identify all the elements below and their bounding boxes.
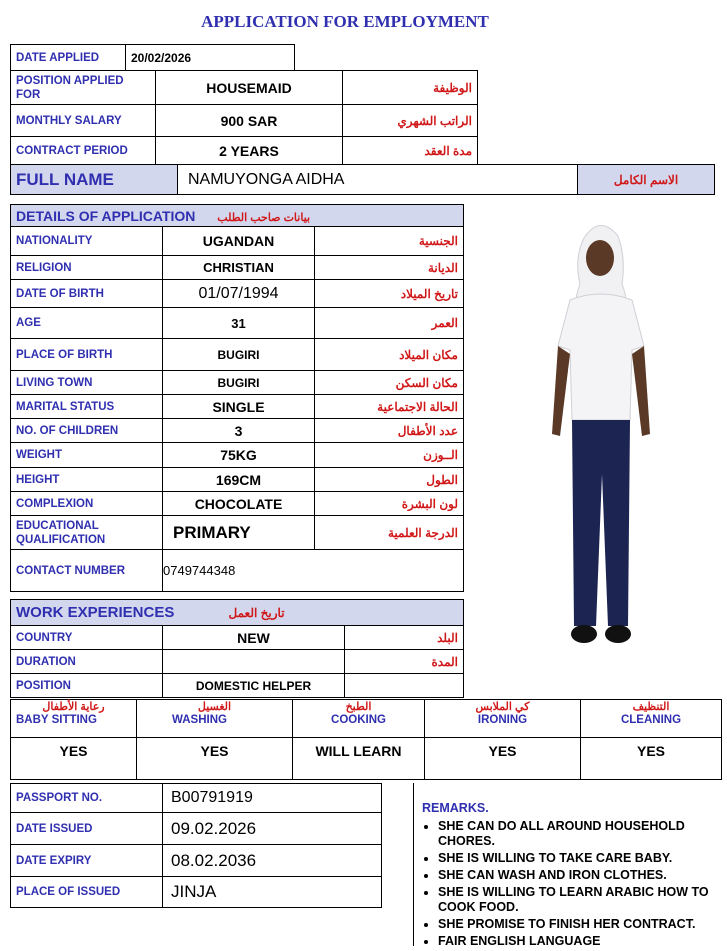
job-row	[11, 137, 478, 165]
passport-no-label: PASSPORT NO.	[11, 784, 163, 813]
table-row	[11, 308, 464, 339]
dob-label: DATE OF BIRTH	[11, 280, 163, 308]
list-item: • SHE IS WILLING TO LEARN ARABIC HOW TO COOK FOOD.	[438, 885, 723, 915]
country-arabic: البلد	[345, 626, 464, 650]
height-value: 169CM	[163, 468, 315, 492]
table-row	[11, 650, 464, 674]
height-arabic: الطول	[315, 468, 464, 492]
weight-label: WEIGHT	[11, 443, 163, 468]
job-row	[11, 71, 478, 105]
nationality-label: NATIONALITY	[11, 227, 163, 256]
pob-arabic: مكان الميلاد	[315, 339, 464, 371]
table-row	[11, 339, 464, 371]
religion-value: CHRISTIAN	[163, 256, 315, 280]
table-row	[11, 877, 382, 908]
skill-arabic: الطبخ	[345, 701, 372, 713]
full-name-label: FULL NAME	[11, 165, 178, 195]
skills-table	[10, 699, 722, 780]
table-row	[11, 813, 382, 845]
work-table	[10, 599, 464, 698]
skill-arabic: الغسيل	[197, 701, 232, 713]
nationality-arabic: الجنسية	[315, 227, 464, 256]
details-table	[10, 204, 464, 592]
skill-header-cooking	[293, 700, 425, 738]
marital-value: SINGLE	[163, 395, 315, 419]
remarks-box	[413, 783, 723, 946]
details-header-arabic: بيانات صاحب الطلب	[217, 211, 311, 224]
place-issued-value: JINJA	[163, 877, 382, 908]
skill-header-washing	[137, 700, 293, 738]
work-position-value: DOMESTIC HELPER	[163, 674, 345, 698]
duration-arabic: المدة	[345, 650, 464, 674]
list-item: • FAIR ENGLISH LANGUAGE	[438, 934, 723, 949]
table-row	[11, 395, 464, 419]
table-row	[11, 626, 464, 650]
education-label: EDUCATIONAL QUALIFICATION	[11, 516, 163, 550]
table-row	[11, 256, 464, 280]
religion-arabic: الديانة	[315, 256, 464, 280]
living-town-value: BUGIRI	[163, 371, 315, 395]
living-town-label: LIVING TOWN	[11, 371, 163, 395]
list-item: • SHE IS WILLING TO TAKE CARE BABY.	[438, 851, 723, 866]
passport-table	[10, 783, 382, 908]
pob-value: BUGIRI	[163, 339, 315, 371]
position-value: HOUSEMAID	[156, 71, 343, 105]
details-header-text: DETAILS OF APPLICATION	[16, 207, 196, 224]
religion-label: RELIGION	[11, 256, 163, 280]
children-value: 3	[163, 419, 315, 443]
skill-header-babysitting	[11, 700, 137, 738]
job-row	[11, 105, 478, 137]
skill-header-ironing	[425, 700, 581, 738]
nationality-value: UGANDAN	[163, 227, 315, 256]
living-town-arabic: مكان السكن	[315, 371, 464, 395]
skill-arabic: رعاية الأطفال	[42, 701, 105, 713]
salary-label: MONTHLY SALARY	[11, 105, 156, 137]
skills-header-row	[11, 700, 722, 738]
date-expiry-value: 08.02.2036	[163, 845, 382, 877]
contact-value: 0749744348	[163, 550, 464, 592]
marital-arabic: الحالة الاجتماعية	[315, 395, 464, 419]
work-position-label: POSITION	[11, 674, 163, 698]
work-position-arabic	[345, 674, 464, 698]
skills-value-row	[11, 738, 722, 780]
table-row	[11, 492, 464, 516]
work-header-text: WORK EXPERIENCES	[16, 604, 175, 621]
work-header-arabic: تاريخ العمل	[228, 606, 285, 620]
salary-arabic: الراتب الشهري	[343, 105, 478, 137]
age-value: 31	[163, 308, 315, 339]
table-row	[11, 516, 464, 550]
skill-header-cleaning	[581, 700, 722, 738]
position-arabic: الوظيفة	[343, 71, 478, 105]
table-row	[11, 419, 464, 443]
date-issued-label: DATE ISSUED	[11, 813, 163, 845]
date-issued-value: 09.02.2026	[163, 813, 382, 845]
contact-label: CONTACT NUMBER	[11, 550, 163, 592]
table-row	[11, 371, 464, 395]
date-applied-label: DATE APPLIED	[11, 45, 126, 71]
age-label: AGE	[11, 308, 163, 339]
date-applied-value: 20/02/2026	[126, 45, 295, 71]
table-row	[11, 468, 464, 492]
country-label: COUNTRY	[11, 626, 163, 650]
skill-value-ironing: YES	[425, 738, 581, 780]
dob-arabic: تاريخ الميلاد	[315, 280, 464, 308]
pob-label: PLACE OF BIRTH	[11, 339, 163, 371]
complexion-label: COMPLEXION	[11, 492, 163, 516]
weight-arabic: الــوزن	[315, 443, 464, 468]
contract-label: CONTRACT PERIOD	[11, 137, 156, 165]
children-arabic: عدد الأطفال	[315, 419, 464, 443]
age-arabic: العمر	[315, 308, 464, 339]
page-title: APPLICATION FOR EMPLOYMENT	[201, 12, 489, 31]
salary-value: 900 SAR	[156, 105, 343, 137]
date-applied-table	[10, 44, 295, 71]
weight-value: 75KG	[163, 443, 315, 468]
position-label: POSITION APPLIED FOR	[11, 71, 156, 105]
table-row	[11, 550, 464, 592]
height-label: HEIGHT	[11, 468, 163, 492]
complexion-value: CHOCOLATE	[163, 492, 315, 516]
skill-value-washing: YES	[137, 738, 293, 780]
skill-value-cleaning: YES	[581, 738, 722, 780]
list-item: • SHE CAN WASH AND IRON CLOTHES.	[438, 868, 723, 883]
skill-label: COOKING	[331, 714, 386, 726]
skill-value-babysitting: YES	[11, 738, 137, 780]
passport-no-value: B00791919	[163, 784, 382, 813]
applicant-photo	[540, 214, 660, 650]
skill-value-cooking: WILL LEARN	[293, 738, 425, 780]
duration-label: DURATION	[11, 650, 163, 674]
details-header	[11, 205, 464, 227]
table-row	[11, 784, 382, 813]
table-row	[11, 443, 464, 468]
marital-label: MARITAL STATUS	[11, 395, 163, 419]
list-item: • SHE PROMISE TO FINISH HER CONTRACT.	[438, 917, 723, 932]
skill-label: CLEANING	[620, 714, 682, 726]
skill-arabic: التنظيف	[632, 701, 670, 713]
job-table	[10, 70, 478, 165]
skill-label: IRONING	[477, 714, 528, 726]
remarks-list	[422, 819, 723, 949]
table-row	[11, 674, 464, 698]
table-row	[11, 845, 382, 877]
education-arabic: الدرجة العلمية	[315, 516, 464, 550]
skill-label: BABY SITTING	[16, 714, 97, 726]
contract-arabic: مدة العقد	[343, 137, 478, 165]
complexion-arabic: لون البشرة	[315, 492, 464, 516]
list-item: • SHE CAN DO ALL AROUND HOUSEHOLD CHORES.	[438, 819, 723, 849]
country-value: NEW	[163, 626, 345, 650]
skill-label: WASHING	[172, 714, 227, 726]
date-expiry-label: DATE EXPIRY	[11, 845, 163, 877]
full-name-value: NAMUYONGA AIDHA	[178, 165, 578, 195]
table-row	[11, 280, 464, 308]
table-row	[11, 227, 464, 256]
contract-value: 2 YEARS	[156, 137, 343, 165]
duration-value	[163, 650, 345, 674]
work-header	[11, 600, 464, 626]
remarks-title: REMARKS.	[422, 801, 489, 815]
dob-value: 01/07/1994	[163, 280, 315, 308]
full-name-arabic: الاسم الكامل	[578, 165, 715, 195]
children-label: NO. OF CHILDREN	[11, 419, 163, 443]
full-name-table	[10, 164, 715, 195]
skill-arabic: كي الملابس	[475, 701, 530, 713]
place-issued-label: PLACE OF ISSUED	[11, 877, 163, 908]
education-value: PRIMARY	[163, 516, 315, 550]
